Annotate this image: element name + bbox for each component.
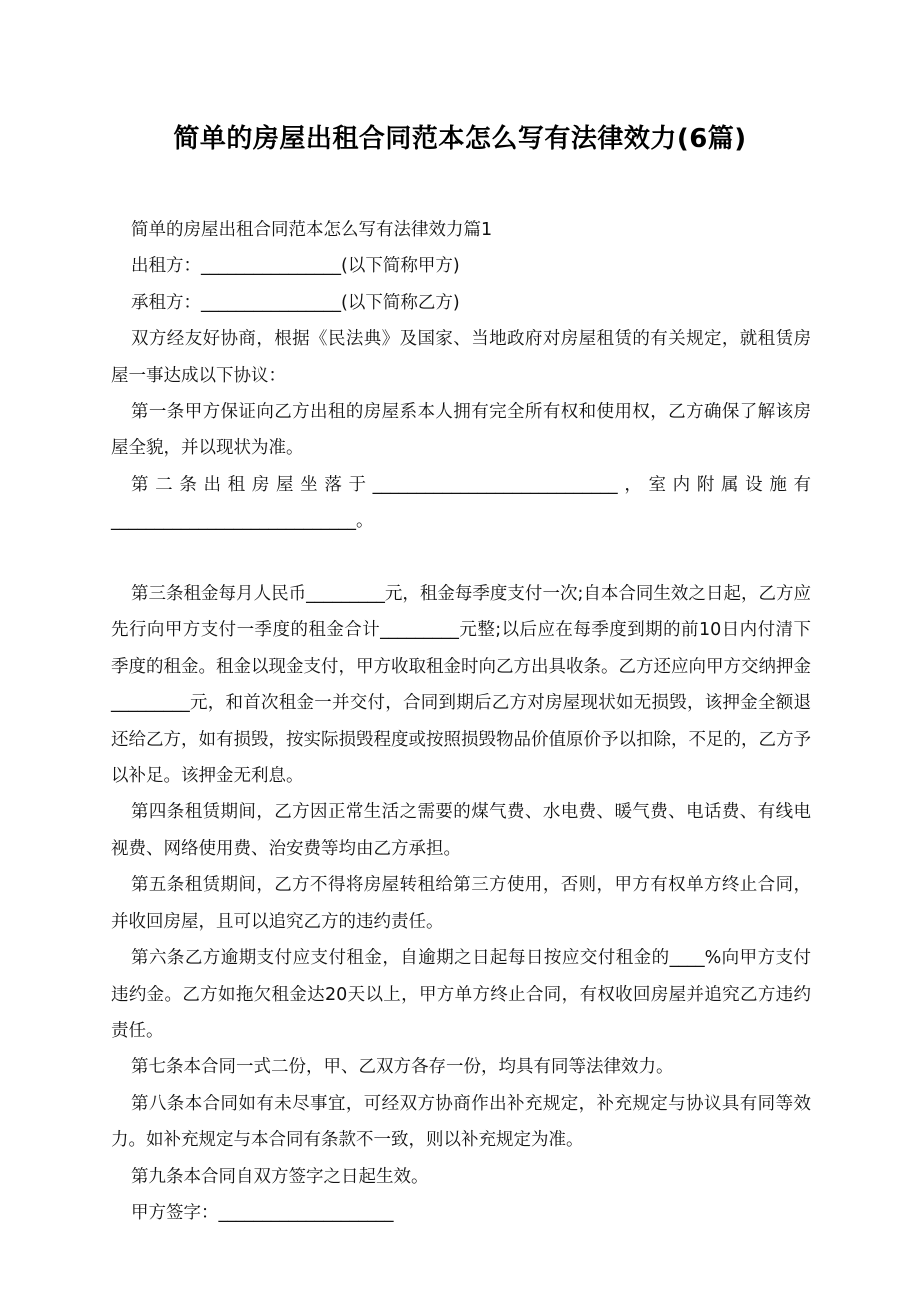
article-8: 第八条本合同如有未尽事宜，可经双方协商作出补充规定，补充规定与协议具有同等效力。如补充规定与本合同有条款不一致，则以补充规定为准。 xyxy=(111,1093,811,1151)
article-4: 第四条租赁期间，乙方因正常生活之需要的煤气费、水电费、暖气费、电话费、有线电视费、网络使用费、治安费等均由乙方承担。 xyxy=(111,802,811,859)
document-body xyxy=(111,212,811,1231)
document-title: 简单的房屋出租合同范本怎么写有法律效力(6篇) xyxy=(173,124,747,154)
article-3: 第三条租金每月人民币_________元，租金每季度支付一次;自本合同生效之日起，乙方应先行向甲方支付一季度的租金合计_________元整;以后应在每季度到期的前10日内付清下季度的租金。租金以现金支付，甲方收取租金时向乙方出具收条。乙方还应向甲方交纳押金_________元，和首次租金一并交付，合同到期后乙方对房屋现状如无损毁，该押金全额退还给乙方，如有损毁，按实际损毁程度或按照损毁物品价值原价予以扣除，不足的，乙方予以补足。该押金无利息。 xyxy=(111,584,811,787)
intro-paragraph: 双方经友好协商，根据《民法典》及国家、当地政府对房屋租赁的有关规定，就租赁房屋一事达成以下协议： xyxy=(111,329,811,386)
article-7: 第七条本合同一式二份，甲、乙双方各存一份，均具有同等法律效力。 xyxy=(131,1057,674,1078)
article-2-line-2: ____________________________。 xyxy=(111,511,374,532)
article-1: 第一条甲方保证向乙方出租的房屋系本人拥有完全所有权和使用权，乙方确保了解该房屋全貌，并以现状为准。 xyxy=(111,402,811,459)
party-a-signature: 甲方签字：____________________ xyxy=(131,1202,394,1223)
lessee-line: 承租方：________________(以下简称乙方) xyxy=(131,292,460,313)
article-2-line-1: 第二条出租房屋坐落于____________________________，室内附属设施有 xyxy=(131,474,811,495)
article-9: 第九条本合同自双方签字之日起生效。 xyxy=(131,1166,429,1187)
article-5: 第五条租赁期间，乙方不得将房屋转租给第三方使用，否则，甲方有权单方终止合同，并收回房屋，且可以追究乙方的违约责任。 xyxy=(111,875,811,932)
spacer xyxy=(111,540,811,576)
document-subtitle: 简单的房屋出租合同范本怎么写有法律效力篇1 xyxy=(131,220,493,240)
lessor-line: 出租方：________________(以下简称甲方) xyxy=(131,256,460,277)
article-6: 第六条乙方逾期支付应支付租金，自逾期之日起每日按应交付租金的____%向甲方支付违约金。乙方如拖欠租金达20天以上，甲方单方终止合同，有权收回房屋并追究乙方违约责任。 xyxy=(111,948,811,1041)
